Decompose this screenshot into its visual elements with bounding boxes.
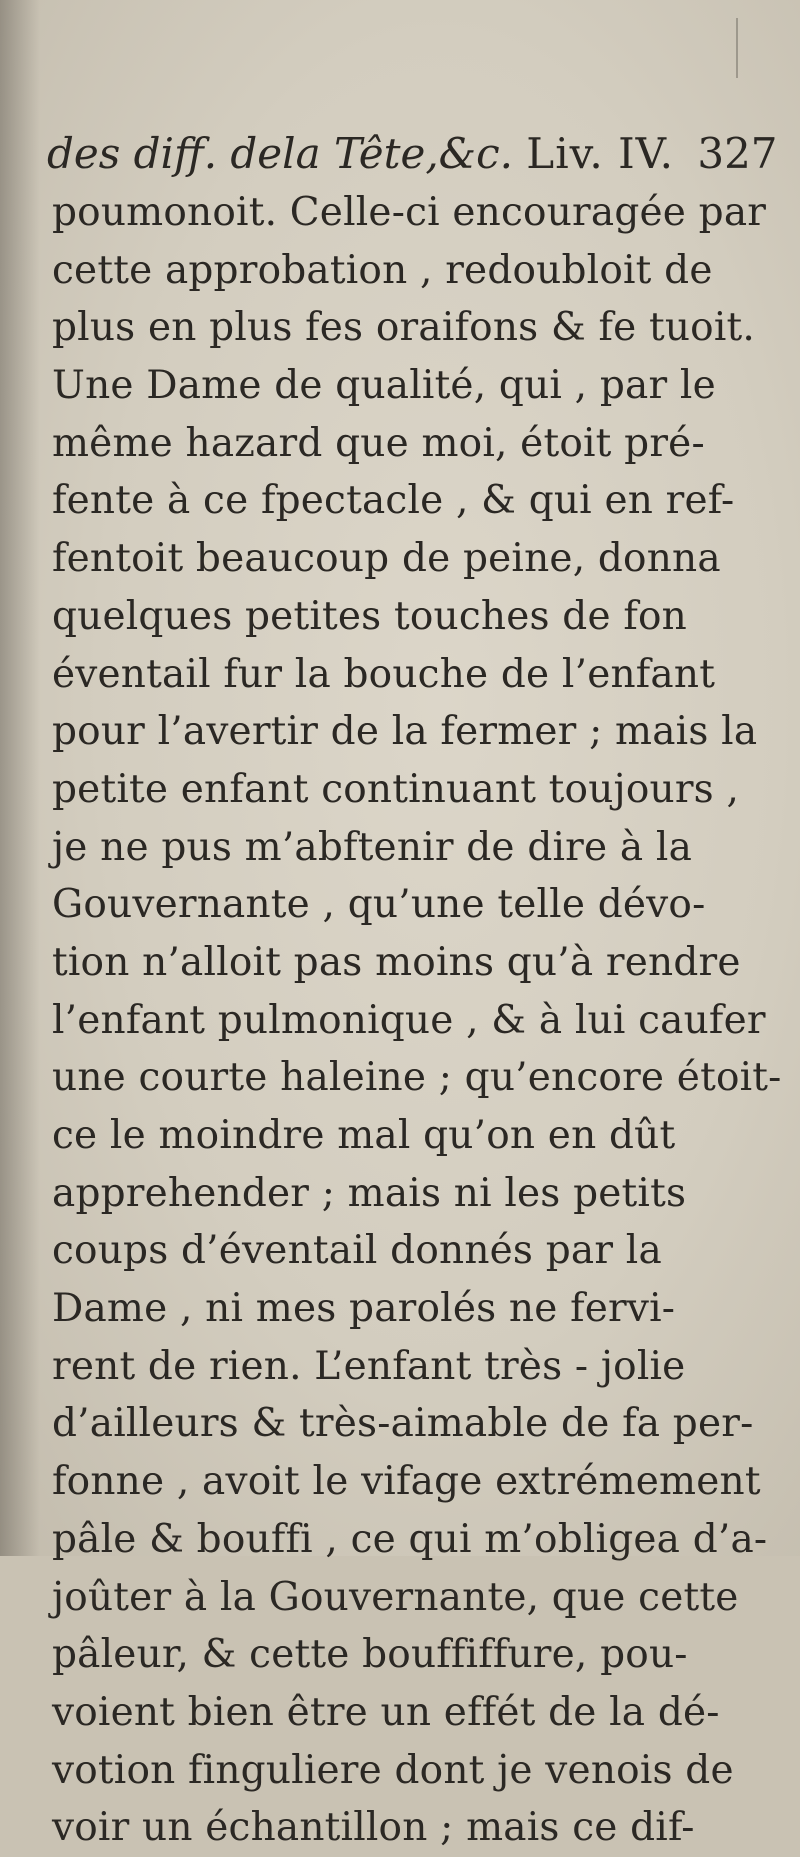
text-line: joûter à la Gouvernante, que cette — [52, 1574, 739, 1620]
text-line: coups d’éventail donnés par la — [52, 1228, 662, 1274]
spine-shadow — [0, 0, 40, 1556]
text-line: pour l’avertir de la fermer ; mais la — [52, 709, 758, 755]
book-number: Liv. IV. — [526, 129, 674, 178]
text-line: apprehender ; mais ni les petits — [52, 1170, 687, 1216]
text-line: tion n’alloit pas moins qu’à rendre — [52, 939, 741, 985]
text-line: je ne pus m’abftenir de dire à la — [52, 824, 693, 870]
text-line: voient bien être un effét de la dé- — [52, 1689, 720, 1735]
text-line: plus en plus fes oraifons & fe tuoit. — [52, 305, 755, 351]
text-line: pâle & bouffi , ce qui m’obligea d’a- — [52, 1516, 768, 1562]
text-line: pâleur, & cette bouffiffure, pou- — [52, 1632, 688, 1678]
text-line: l’enfant pulmonique , & à lui caufer — [52, 997, 766, 1043]
text-line: fentoit beaucoup de peine, donna — [52, 536, 721, 582]
text-line: cette approbation , redoubloit de — [52, 247, 713, 293]
text-line: petite enfant continuant toujours , — [52, 766, 740, 812]
page-edge-mark — [736, 18, 738, 78]
text-line: même hazard que moi, étoit pré- — [52, 420, 705, 466]
text-line: éventail fur la bouche de l’enfant — [52, 651, 716, 697]
text-line: Gouvernante , qu’une telle dévo- — [52, 882, 706, 928]
text-line: Dame , ni mes parolés ne fervi- — [52, 1286, 676, 1332]
page-number: 327 — [697, 129, 778, 178]
body-text — [52, 184, 782, 1857]
running-title: des diff. dela Tête,&c. — [47, 129, 513, 178]
running-header — [47, 129, 778, 178]
text-line: poumonoit. Celle-ci encouragée par — [52, 190, 767, 235]
text-line: fonne , avoit le vifage extrémement — [52, 1459, 761, 1505]
text-line: votion finguliere dont je venois de — [52, 1747, 734, 1793]
text-line: d’ailleurs & très-aimable de fa per- — [52, 1401, 754, 1447]
text-line: une courte haleine ; qu’encore étoit- — [52, 1055, 782, 1101]
text-line: ce le moindre mal qu’on en dût — [52, 1113, 676, 1158]
text-line: quelques petites touches de fon — [52, 593, 687, 639]
text-line: rent de rien. L’enfant très - jolie — [52, 1343, 686, 1389]
text-line: voir un échantillon ; mais ce dif- — [52, 1805, 695, 1851]
text-line: fente à ce fpectacle , & qui en ref- — [52, 478, 735, 524]
text-line: Une Dame de qualité, qui , par le — [52, 363, 716, 409]
